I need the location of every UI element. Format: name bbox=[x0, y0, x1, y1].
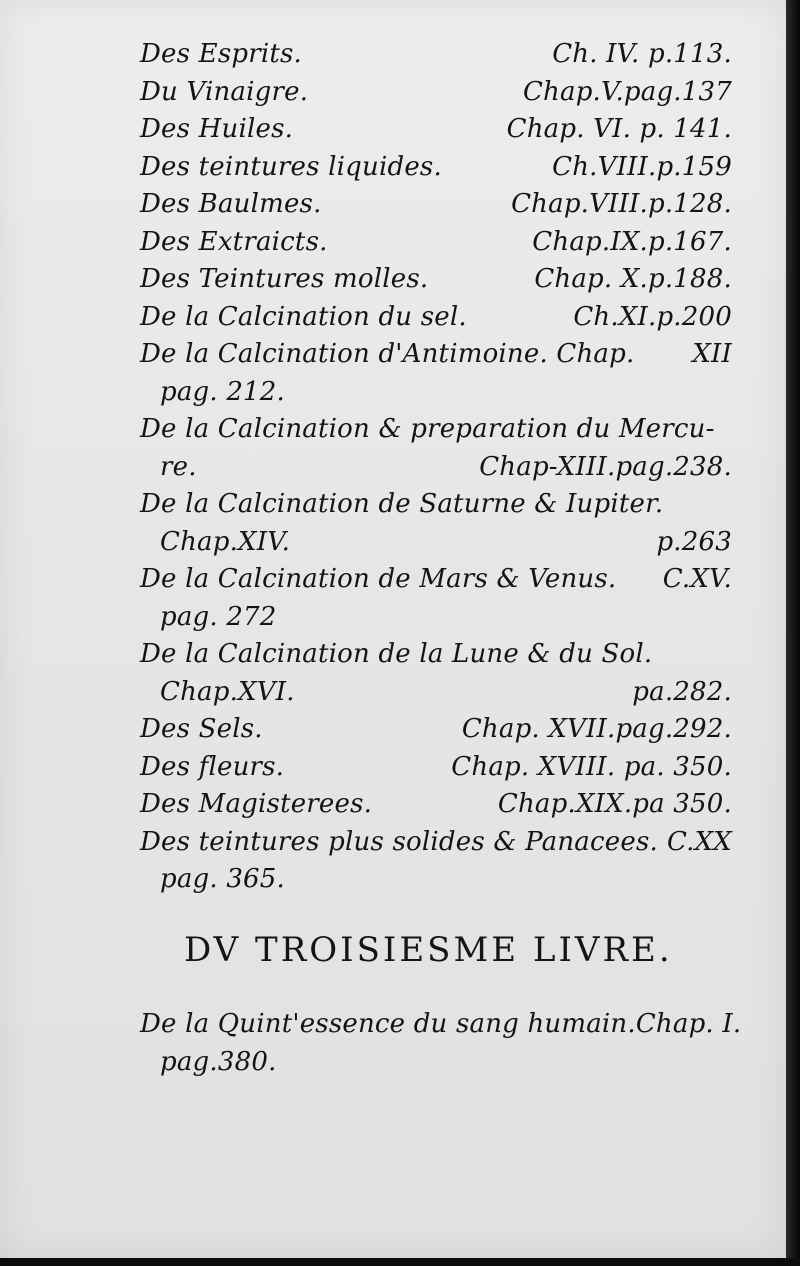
entry-reference: XII bbox=[692, 339, 732, 369]
entry-title: Du Vinaigre. bbox=[140, 76, 309, 107]
entry-title: De la Calcination d'Antimoine. Chap. bbox=[140, 339, 635, 369]
toc-entry bbox=[140, 486, 732, 561]
toc-entry bbox=[140, 336, 732, 411]
toc-entry bbox=[140, 111, 732, 149]
entry-reference: Chap. VI. p. 141. bbox=[506, 114, 732, 144]
entry-reference: Chap.VIII.p.128. bbox=[511, 189, 732, 219]
entry-continuation: Chap.XIV. bbox=[160, 526, 291, 557]
entry-reference: pa.282. bbox=[632, 676, 732, 707]
toc-entry bbox=[140, 36, 732, 74]
entry-reference: Chap-XIII.pag.238. bbox=[479, 451, 732, 482]
entry-title: Des Teintures molles. bbox=[140, 264, 429, 294]
entry-continuation: re. bbox=[160, 451, 197, 482]
toc-entry bbox=[140, 186, 732, 224]
entry-title: Des fleurs. bbox=[140, 751, 285, 782]
toc-entry bbox=[140, 749, 732, 787]
entry-reference: Chap. X.p.188. bbox=[534, 264, 732, 294]
toc-entry bbox=[140, 636, 732, 711]
entry-reference: C.XV. bbox=[662, 564, 732, 594]
entry-title: Des Baulmes. bbox=[140, 189, 322, 219]
entry-title: Des Huiles. bbox=[140, 114, 294, 144]
toc-entry bbox=[140, 224, 732, 262]
entry-reference: C.XX bbox=[666, 826, 732, 857]
toc-entry bbox=[140, 299, 732, 337]
toc-entry bbox=[140, 74, 732, 112]
entry-reference: Chap. I. bbox=[635, 1009, 742, 1039]
entry-title: De la Calcination du sel. bbox=[140, 301, 467, 332]
entry-continuation: pag. 212. bbox=[160, 376, 286, 407]
entry-title: De la Calcination & preparation du Mercu- bbox=[140, 414, 715, 444]
entry-reference: Chap. XVII.pag.292. bbox=[461, 714, 732, 744]
toc-entry bbox=[140, 786, 732, 824]
table-of-contents bbox=[140, 36, 732, 899]
entry-title: De la Quint'essence du sang humain. bbox=[140, 1009, 636, 1039]
entry-title: Des Sels. bbox=[140, 714, 263, 744]
entry-reference: Ch.XI.p.200 bbox=[573, 301, 732, 332]
entry-title: De la Calcination de Saturne & Iupiter. bbox=[140, 489, 664, 519]
entry-title: Des teintures liquides. bbox=[140, 151, 442, 182]
toc-entry bbox=[140, 261, 732, 299]
page-edge-shadow bbox=[786, 0, 800, 1266]
page-bottom-edge bbox=[0, 1258, 800, 1266]
toc-entry bbox=[140, 149, 732, 187]
toc-entry bbox=[140, 1006, 742, 1081]
entry-reference: Ch. IV. p.113. bbox=[552, 39, 732, 69]
toc-entry bbox=[140, 824, 732, 899]
section-heading: DV TROISIESME LIVRE. bbox=[184, 930, 673, 970]
entry-reference: Chap.IX.p.167. bbox=[532, 226, 732, 257]
entry-title: De la Calcination de la Lune & du Sol. bbox=[140, 639, 653, 669]
entry-title: Des teintures plus solides & Panacees. bbox=[140, 826, 658, 857]
entry-title: Des Extraicts. bbox=[140, 226, 328, 257]
toc-entry bbox=[140, 561, 732, 636]
entry-title: Des Esprits. bbox=[140, 39, 303, 69]
entry-reference: Chap.V.pag.137 bbox=[522, 76, 732, 107]
entry-title: Des Magisterees. bbox=[140, 789, 373, 819]
toc-entry bbox=[140, 411, 732, 486]
entry-reference: Ch.VIII.p.159 bbox=[552, 151, 732, 182]
entry-continuation: pag. 272 bbox=[160, 601, 277, 632]
entry-continuation: Chap.XVI. bbox=[160, 676, 295, 707]
entry-title: De la Calcination de Mars & Venus. bbox=[140, 564, 617, 594]
entry-reference: Chap. XVIII. pa. 350. bbox=[451, 751, 732, 782]
entry-continuation: pag. 365. bbox=[160, 864, 286, 894]
entry-reference: Chap.XIX.pa 350. bbox=[497, 789, 732, 819]
toc-entry bbox=[140, 711, 732, 749]
entry-continuation: pag.380. bbox=[160, 1046, 277, 1077]
entry-reference: p.263 bbox=[656, 526, 732, 557]
